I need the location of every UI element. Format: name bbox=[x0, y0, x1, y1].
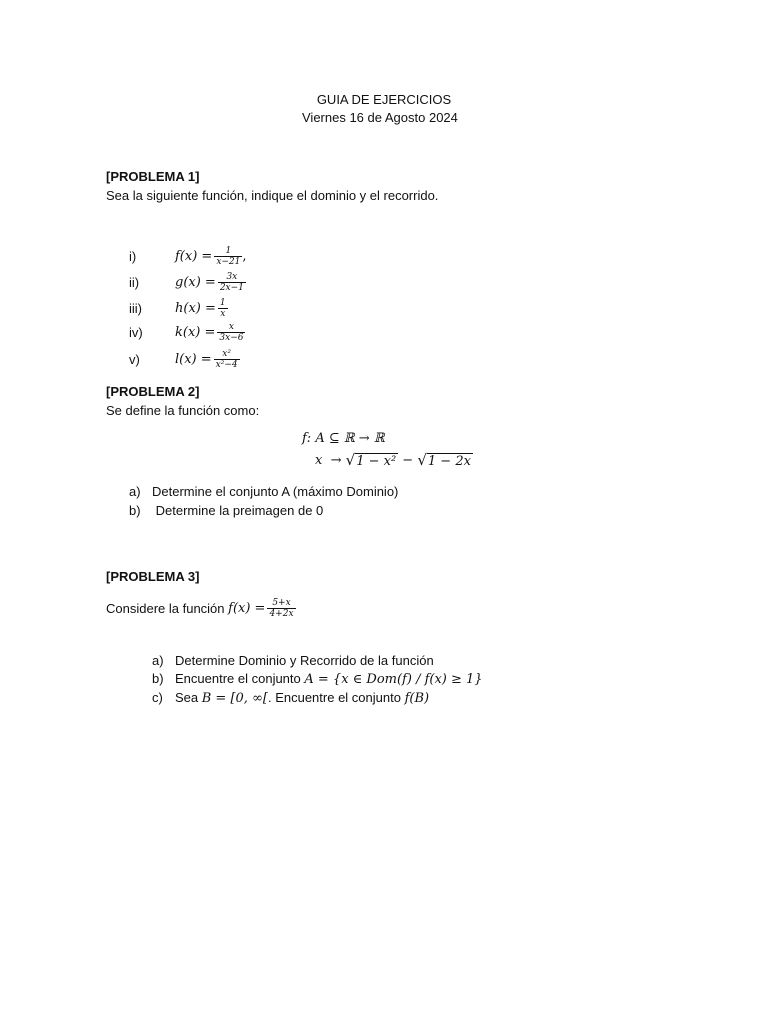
problem-3-heading: [PROBLEMA 3] bbox=[106, 569, 200, 584]
problem-1-statement: Sea la siguiente función, indique el dominio y el recorrido. bbox=[106, 188, 439, 203]
function-mapping-domain: f: A ⊆ ℝ → ℝ bbox=[302, 431, 385, 446]
part-label: a) bbox=[129, 484, 141, 499]
fraction-numerator: x² bbox=[222, 349, 231, 359]
problem-1-heading: [PROBLEMA 1] bbox=[106, 169, 200, 184]
part-label: c) bbox=[152, 690, 163, 705]
problem-3-statement bbox=[106, 598, 296, 619]
problem-3-part-c bbox=[152, 690, 429, 707]
sqrt-radicand: 1 − x² bbox=[356, 454, 397, 469]
fraction-numerator: 5+x bbox=[272, 598, 291, 608]
problem-2-heading: [PROBLEMA 2] bbox=[106, 384, 200, 399]
fraction bbox=[218, 272, 246, 293]
fraction-numerator: 1 bbox=[225, 246, 232, 256]
fraction-denominator: x−21 bbox=[216, 257, 241, 267]
part-text: Determine el conjunto A (máximo Dominio) bbox=[152, 484, 399, 499]
problem-2-statement: Se define la función como: bbox=[106, 403, 260, 418]
part-text: Determine la preimagen de 0 bbox=[152, 503, 324, 518]
problem-1-item-iv bbox=[129, 322, 245, 343]
fraction-numerator: 3x bbox=[226, 272, 238, 282]
function-lhs: k(x) = bbox=[175, 324, 216, 340]
fraction-denominator: x bbox=[218, 308, 228, 319]
fraction-denominator: 4+2x bbox=[269, 609, 294, 619]
problem-1-item-i bbox=[129, 246, 247, 267]
problem-3-part-a bbox=[152, 653, 434, 669]
fraction-denominator: 3x−6 bbox=[219, 333, 244, 343]
part-label: b) bbox=[129, 503, 141, 518]
item-tail: , bbox=[242, 248, 247, 264]
sqrt-radicand: 1 − 2x bbox=[427, 454, 471, 469]
function-lhs: f(x) = bbox=[175, 248, 213, 264]
problem-2-part-b bbox=[129, 503, 323, 519]
problem-1-item-v bbox=[129, 349, 240, 370]
minus-sign: − bbox=[398, 453, 418, 468]
statement-text: Considere la función bbox=[106, 600, 229, 616]
fraction bbox=[267, 598, 295, 619]
set-definition: A = {x ∈ Dom(f) / f(x) ≥ 1} bbox=[304, 672, 483, 687]
problem-2-part-a bbox=[129, 484, 398, 500]
function-lhs: g(x) = bbox=[175, 274, 216, 290]
item-label: i) bbox=[129, 248, 137, 264]
image-set: f(B) bbox=[404, 691, 430, 706]
part-text: Determine Dominio y Recorrido de la función bbox=[175, 653, 434, 668]
function-mapping-rule bbox=[315, 452, 473, 470]
problem-1-item-iii bbox=[129, 298, 228, 319]
part-text-continued: . Encuentre el conjunto bbox=[267, 690, 405, 705]
fraction bbox=[217, 322, 245, 343]
fraction bbox=[214, 246, 242, 267]
problem-3-part-b bbox=[152, 671, 483, 688]
fraction bbox=[218, 298, 228, 319]
mapping-variable: x → bbox=[315, 453, 346, 468]
fraction-numerator: x bbox=[228, 322, 234, 332]
item-label: iii) bbox=[129, 300, 142, 316]
part-text: Sea bbox=[175, 690, 202, 705]
function-lhs: l(x) = bbox=[175, 351, 212, 367]
document-date: Viernes 16 de Agosto 2024 bbox=[302, 110, 458, 125]
set-b-definition: B = [0, ∞[ bbox=[201, 691, 268, 706]
part-label: b) bbox=[152, 671, 164, 686]
item-label: ii) bbox=[129, 274, 140, 290]
problem-1-item-ii bbox=[129, 272, 246, 293]
square-root bbox=[417, 452, 473, 470]
function-lhs: h(x) = bbox=[175, 300, 216, 316]
sqrt-icon: √ bbox=[417, 451, 427, 469]
fraction-numerator: 1 bbox=[219, 298, 226, 308]
document-title: GUIA DE EJERCICIOS bbox=[316, 92, 452, 107]
sqrt-icon: √ bbox=[345, 451, 356, 469]
item-label: v) bbox=[129, 351, 140, 367]
part-label: a) bbox=[152, 653, 164, 668]
item-label: iv) bbox=[129, 324, 143, 340]
fraction-denominator: 2x−1 bbox=[219, 283, 244, 293]
part-text: Encuentre el conjunto bbox=[175, 671, 305, 686]
square-root bbox=[346, 452, 399, 470]
function-lhs: f(x) = bbox=[228, 600, 266, 616]
fraction bbox=[214, 349, 240, 370]
fraction-denominator: x²−4 bbox=[215, 360, 238, 370]
